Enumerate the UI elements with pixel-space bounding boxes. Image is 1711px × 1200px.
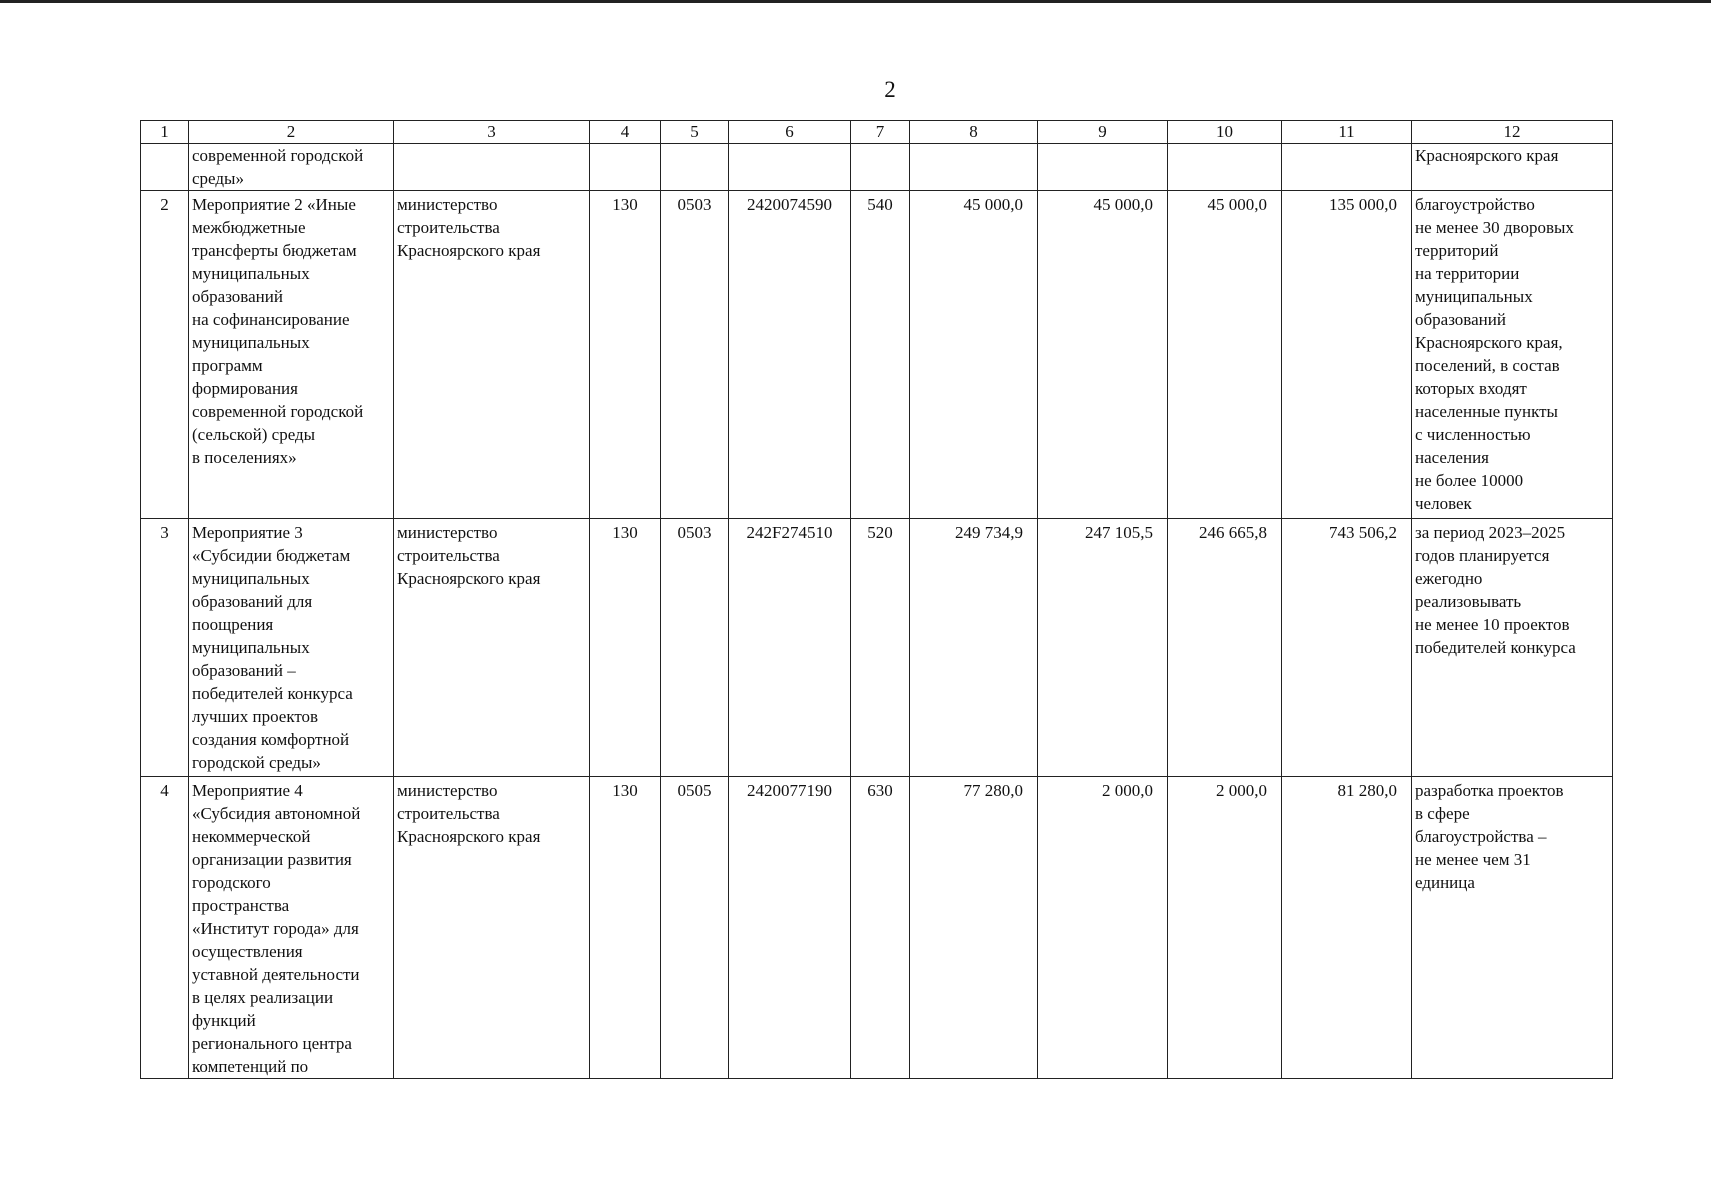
- measure-name-cell: современной городской среды»: [189, 144, 394, 191]
- code-cell: 520: [851, 519, 910, 777]
- executor-cell: министерство строительства Красноярского края: [394, 191, 590, 519]
- column-header: 11: [1282, 121, 1412, 144]
- column-number-row: [141, 121, 1613, 144]
- code-cell: [661, 144, 729, 191]
- amount-cell: 45 000,0: [1168, 191, 1282, 519]
- code-cell: 130: [590, 519, 661, 777]
- amount-cell: 743 506,2: [1282, 519, 1412, 777]
- row-number-cell: 3: [141, 519, 189, 777]
- code-cell: 242F274510: [729, 519, 851, 777]
- column-header: 1: [141, 121, 189, 144]
- expected-result-cell: благоустройство не менее 30 дворовых территорий на территории муниципальных образований Красноярского края, поселений, в состав которых входят населенные пункты с численностью населения не более 10000 человек: [1412, 191, 1613, 519]
- measure-name-cell: Мероприятие 4 «Субсидия автономной некоммерческой организации развития городского пространства «Институт города» для осуществления уставной деятельности в целях реализации функций регионального центра компетенций по: [189, 777, 394, 1079]
- amount-cell: 77 280,0: [910, 777, 1038, 1079]
- code-cell: 2420077190: [729, 777, 851, 1079]
- code-cell: 630: [851, 777, 910, 1079]
- column-header: 9: [1038, 121, 1168, 144]
- row-number-cell: 4: [141, 777, 189, 1079]
- budget-measures-table: [140, 120, 1613, 1079]
- amount-cell: [910, 144, 1038, 191]
- measure-name-cell: Мероприятие 3 «Субсидии бюджетам муниципальных образований для поощрения муниципальных образований – победителей конкурса лучших проектов создания комфортной городской среды»: [189, 519, 394, 777]
- table-row: [141, 519, 1613, 777]
- column-header: 2: [189, 121, 394, 144]
- expected-result-cell: разработка проектов в сфере благоустройства – не менее чем 31 единица: [1412, 777, 1613, 1079]
- table-row: [141, 144, 1613, 191]
- scan-edge: [0, 0, 1711, 3]
- expected-result-cell: Красноярского края: [1412, 144, 1613, 191]
- column-header: 4: [590, 121, 661, 144]
- code-cell: 2420074590: [729, 191, 851, 519]
- code-cell: 540: [851, 191, 910, 519]
- amount-cell: 249 734,9: [910, 519, 1038, 777]
- code-cell: 0503: [661, 191, 729, 519]
- column-header: 3: [394, 121, 590, 144]
- amount-cell: 246 665,8: [1168, 519, 1282, 777]
- column-header: 5: [661, 121, 729, 144]
- amount-cell: 45 000,0: [910, 191, 1038, 519]
- amount-cell: 2 000,0: [1168, 777, 1282, 1079]
- executor-cell: министерство строительства Красноярского края: [394, 519, 590, 777]
- column-header: 10: [1168, 121, 1282, 144]
- code-cell: 130: [590, 191, 661, 519]
- column-header: 7: [851, 121, 910, 144]
- executor-cell: министерство строительства Красноярского края: [394, 777, 590, 1079]
- expected-result-cell: за период 2023–2025 годов планируется ежегодно реализовывать не менее 10 проектов победителей конкурса: [1412, 519, 1613, 777]
- amount-cell: [1282, 144, 1412, 191]
- amount-cell: [1038, 144, 1168, 191]
- measure-name-cell: Мероприятие 2 «Иные межбюджетные трансферты бюджетам муниципальных образований на софинансирование муниципальных программ формирования современной городской (сельской) среды в поселениях»: [189, 191, 394, 519]
- amount-cell: 81 280,0: [1282, 777, 1412, 1079]
- column-header: 6: [729, 121, 851, 144]
- amount-cell: 135 000,0: [1282, 191, 1412, 519]
- column-header: 12: [1412, 121, 1613, 144]
- amount-cell: 45 000,0: [1038, 191, 1168, 519]
- code-cell: [590, 144, 661, 191]
- page-number: 2: [884, 77, 896, 102]
- amount-cell: 2 000,0: [1038, 777, 1168, 1079]
- code-cell: [851, 144, 910, 191]
- row-number-cell: [141, 144, 189, 191]
- code-cell: 130: [590, 777, 661, 1079]
- code-cell: 0505: [661, 777, 729, 1079]
- amount-cell: 247 105,5: [1038, 519, 1168, 777]
- amount-cell: [1168, 144, 1282, 191]
- executor-cell: [394, 144, 590, 191]
- table-row: [141, 191, 1613, 519]
- code-cell: 0503: [661, 519, 729, 777]
- row-number-cell: 2: [141, 191, 189, 519]
- column-header: 8: [910, 121, 1038, 144]
- table-row: [141, 777, 1613, 1079]
- code-cell: [729, 144, 851, 191]
